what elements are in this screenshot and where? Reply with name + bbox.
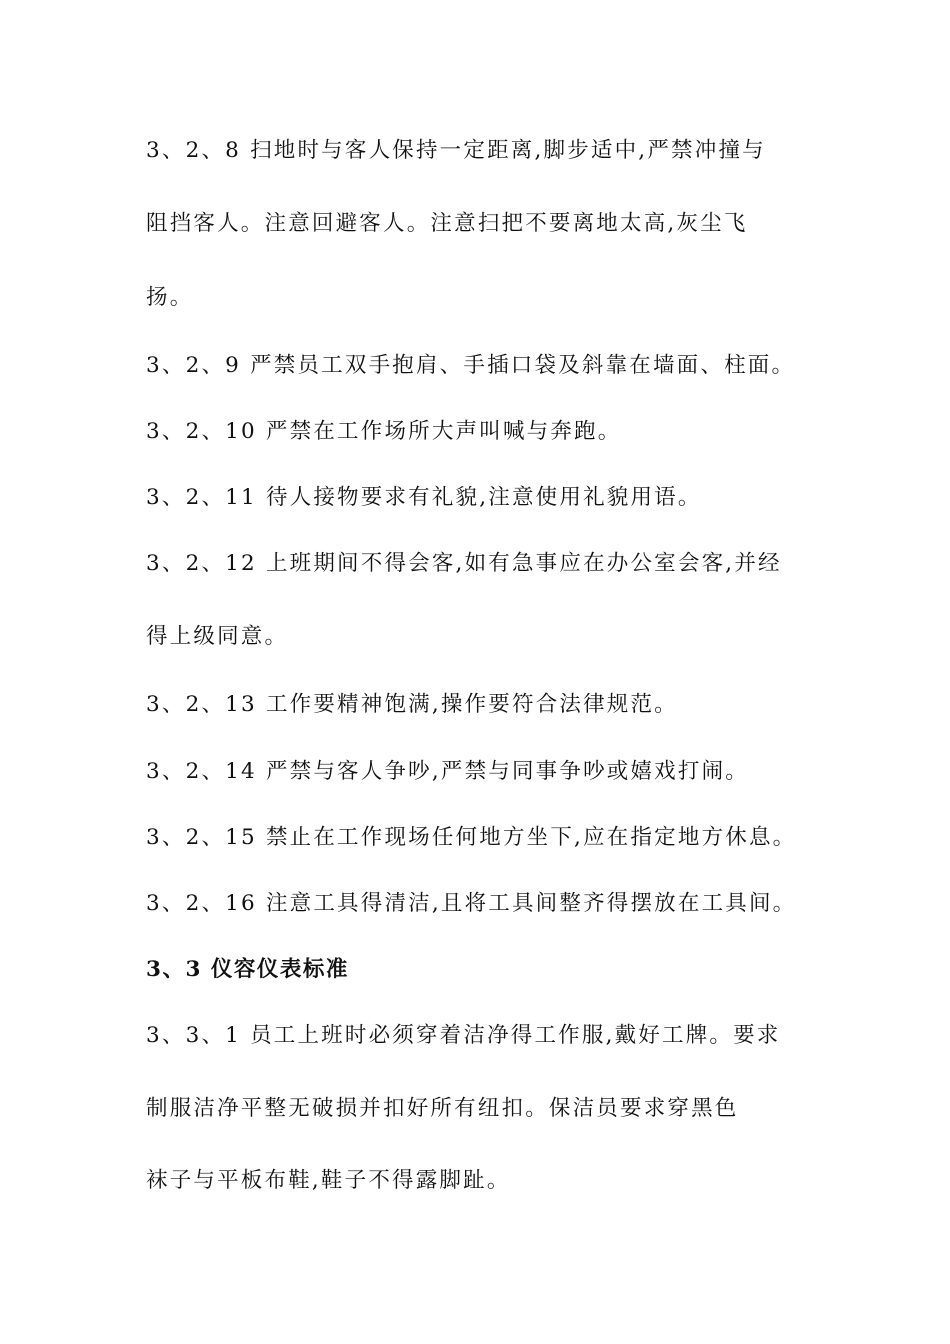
paragraph-3-3-1-line-2: 制服洁净平整无破损并扣好所有纽扣。保洁员要求穿黑色 (146, 1096, 739, 1121)
paragraph-3-2-10: 3、2、10 严禁在工作场所大声叫喊与奔跑。 (146, 419, 622, 444)
paragraph-3-3-1-line-3: 袜子与平板布鞋,鞋子不得露脚趾。 (146, 1168, 511, 1193)
paragraph-3-2-8-line-3: 扬。 (146, 285, 194, 310)
paragraph-3-2-13: 3、2、13 工作要精神饱满,操作要符合法律规范。 (146, 692, 678, 717)
paragraph-3-2-12-line-2: 得上级同意。 (146, 624, 289, 649)
section-heading-3-3: 3、3 仪容仪表标准 (146, 957, 349, 982)
paragraph-3-2-8-line-1: 3、2、8 扫地时与客人保持一定距离,脚步适中,严禁冲撞与 (146, 138, 766, 163)
paragraph-3-2-14: 3、2、14 严禁与客人争吵,严禁与同事争吵或嬉戏打闹。 (146, 759, 749, 784)
paragraph-3-2-9: 3、2、9 严禁员工双手抱肩、手插口袋及斜靠在墙面、柱面。 (146, 353, 796, 378)
paragraph-3-3-1-line-1: 3、3、1 员工上班时必须穿着洁净得工作服,戴好工牌。要求 (146, 1023, 781, 1048)
paragraph-3-2-16: 3、2、16 注意工具得清洁,且将工具间整齐得摆放在工具间。 (146, 891, 797, 916)
paragraph-3-2-11: 3、2、11 待人接物要求有礼貌,注意使用礼貌用语。 (146, 485, 702, 510)
paragraph-3-2-15: 3、2、15 禁止在工作现场任何地方坐下,应在指定地方休息。 (146, 825, 797, 850)
paragraph-3-2-12-line-1: 3、2、12 上班期间不得会客,如有急事应在办公室会客,并经 (146, 551, 782, 576)
paragraph-3-2-8-line-2: 阻挡客人。注意回避客人。注意扫把不要离地太高,灰尘飞 (146, 211, 748, 236)
